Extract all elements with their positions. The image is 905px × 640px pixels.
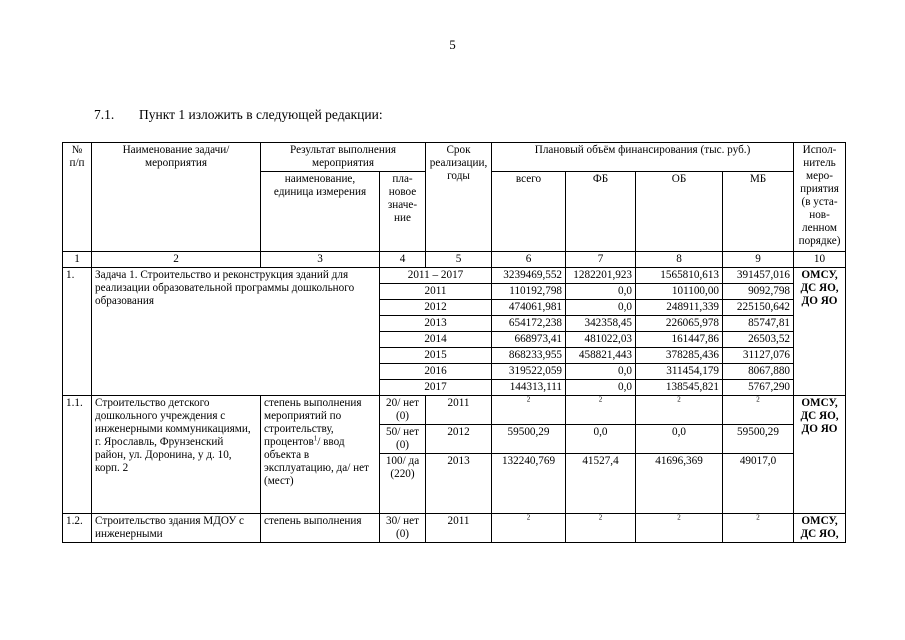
year-cell: 2017 <box>380 380 492 396</box>
total-cell: 474061,981 <box>492 300 566 316</box>
header-mb: МБ <box>723 172 794 252</box>
page-number: 5 <box>449 37 456 52</box>
footnote-mark: 2 <box>677 513 681 522</box>
total-cell: 654172,238 <box>492 316 566 332</box>
fb-cell: 0,0 <box>566 300 636 316</box>
task-name: Задача 1. Строительство и реконструкция зданий для реализации образовательной программы дошкольного образования <box>92 268 380 396</box>
mb-cell: 59500,29 <box>723 425 794 454</box>
total-cell <box>492 514 566 543</box>
col-number: 10 <box>794 252 846 268</box>
mb-cell: 85747,81 <box>723 316 794 332</box>
fb-cell: 0,0 <box>566 284 636 300</box>
ob-cell: 248911,339 <box>636 300 723 316</box>
plan-cell: 100/ да (220) <box>380 454 426 514</box>
mb-cell: 26503,52 <box>723 332 794 348</box>
footnote-mark: 2 <box>598 513 603 522</box>
executor-cell: ОМСУ, ДС ЯО, ДО ЯО <box>794 268 846 396</box>
table-row <box>63 514 846 543</box>
footnote-mark: 2 <box>756 395 760 404</box>
year-cell: 2012 <box>426 425 492 454</box>
year-cell: 2011 <box>380 284 492 300</box>
plan-cell: 50/ нет (0) <box>380 425 426 454</box>
result-text-cont: / ввод объекта в эксплуатацию, да/ нет (мест) <box>264 436 369 487</box>
header-ob: ОБ <box>636 172 723 252</box>
ob-cell: 311454,179 <box>636 364 723 380</box>
footnote-mark: 1 <box>313 434 318 443</box>
year-cell: 2011 <box>426 514 492 543</box>
ob-cell: 138545,821 <box>636 380 723 396</box>
column-numbers-row <box>63 252 846 268</box>
header-result-name: наименование, единица измерения <box>261 172 380 252</box>
col-number: 5 <box>426 252 492 268</box>
col-number: 6 <box>492 252 566 268</box>
fb-cell: 1282201,923 <box>566 268 636 284</box>
year-cell: 2014 <box>380 332 492 348</box>
fb-cell: 0,0 <box>566 364 636 380</box>
mb-cell: 225150,642 <box>723 300 794 316</box>
total-cell: 132240,769 <box>492 454 566 514</box>
item-name: Строительство здания МДОУ с инженерными <box>92 514 261 543</box>
col-number: 7 <box>566 252 636 268</box>
ob-cell: 101100,00 <box>636 284 723 300</box>
plan-cell: 30/ нет (0) <box>380 514 426 543</box>
financing-table <box>62 142 846 543</box>
year-cell: 2011 <box>426 396 492 425</box>
mb-cell: 391457,016 <box>723 268 794 284</box>
ob-cell <box>636 514 723 543</box>
col-number: 4 <box>380 252 426 268</box>
fb-cell: 0,0 <box>566 425 636 454</box>
ob-cell <box>636 396 723 425</box>
result-cell: степень выполнения <box>261 514 380 543</box>
total-cell: 110192,798 <box>492 284 566 300</box>
fb-cell: 41527,4 <box>566 454 636 514</box>
col-number: 3 <box>261 252 380 268</box>
plan-cell: 20/ нет (0) <box>380 396 426 425</box>
footnote-mark: 2 <box>756 513 760 522</box>
mb-cell: 31127,076 <box>723 348 794 364</box>
footnote-mark: 2 <box>526 395 531 404</box>
col-number: 2 <box>92 252 261 268</box>
executor-cell: ОМСУ, ДС ЯО, <box>794 514 846 543</box>
ob-cell: 226065,978 <box>636 316 723 332</box>
fb-cell: 481022,03 <box>566 332 636 348</box>
header-name: Наименование задачи/мероприятия <box>92 143 261 252</box>
section-number: 7.1. <box>94 107 115 122</box>
footnote-mark: 2 <box>526 513 531 522</box>
year-cell: 2016 <box>380 364 492 380</box>
header-fb: ФБ <box>566 172 636 252</box>
header-total: всего <box>492 172 566 252</box>
col-number: 9 <box>723 252 794 268</box>
ob-cell: 41696,369 <box>636 454 723 514</box>
year-cell: 2015 <box>380 348 492 364</box>
total-cell: 59500,29 <box>492 425 566 454</box>
col-number: 1 <box>63 252 92 268</box>
total-cell: 868233,955 <box>492 348 566 364</box>
fb-cell: 342358,45 <box>566 316 636 332</box>
fb-cell <box>566 396 636 425</box>
header-executor: Испол- нитель меро- приятия (в уста- нов- ленном порядке) <box>794 143 846 252</box>
fb-cell: 458821,443 <box>566 348 636 364</box>
mb-cell: 49017,0 <box>723 454 794 514</box>
mb-cell: 8067,880 <box>723 364 794 380</box>
fb-cell <box>566 514 636 543</box>
header-term: Срок реализации, годы <box>426 143 492 252</box>
row-num: 1.1. <box>63 396 92 514</box>
result-cell <box>261 396 380 514</box>
table-row <box>63 268 846 284</box>
ob-cell: 378285,436 <box>636 348 723 364</box>
mb-cell <box>723 396 794 425</box>
footnote-mark: 2 <box>677 395 681 404</box>
mb-cell <box>723 514 794 543</box>
total-cell <box>492 396 566 425</box>
mb-cell: 5767,290 <box>723 380 794 396</box>
header-num: № п/п <box>63 143 92 252</box>
col-number: 8 <box>636 252 723 268</box>
total-cell: 3239469,552 <box>492 268 566 284</box>
ob-cell: 1565810,613 <box>636 268 723 284</box>
header-row-1 <box>63 143 846 172</box>
table-row <box>63 396 846 425</box>
year-cell: 2013 <box>426 454 492 514</box>
header-financing: Плановый объём финансирования (тыс. руб.) <box>492 143 794 172</box>
year-cell: 2013 <box>380 316 492 332</box>
executor-cell: ОМСУ, ДС ЯО, ДО ЯО <box>794 396 846 514</box>
header-result: Результат выполнения мероприятия <box>261 143 426 172</box>
total-cell: 668973,41 <box>492 332 566 348</box>
ob-cell: 0,0 <box>636 425 723 454</box>
footnote-mark: 2 <box>598 395 603 404</box>
result-text: степень выполнения мероприятий по строительству, процентов <box>264 397 362 448</box>
header-result-plan: пла- новое значе- ние <box>380 172 426 252</box>
row-num: 1.2. <box>63 514 92 543</box>
total-cell: 319522,059 <box>492 364 566 380</box>
row-num: 1. <box>63 268 92 396</box>
year-cell: 2011 – 2017 <box>380 268 492 284</box>
year-cell: 2012 <box>380 300 492 316</box>
section-heading <box>94 107 383 123</box>
total-cell: 144313,111 <box>492 380 566 396</box>
ob-cell: 161447,86 <box>636 332 723 348</box>
mb-cell: 9092,798 <box>723 284 794 300</box>
item-name: Строительство детского дошкольного учреждения с инженерными коммуникациями, г. Ярославль, Фрунзенский район, ул. Доронина, у д. 10, корп. 2 <box>92 396 261 514</box>
fb-cell: 0,0 <box>566 380 636 396</box>
section-title: Пункт 1 изложить в следующей редакции: <box>139 107 383 122</box>
